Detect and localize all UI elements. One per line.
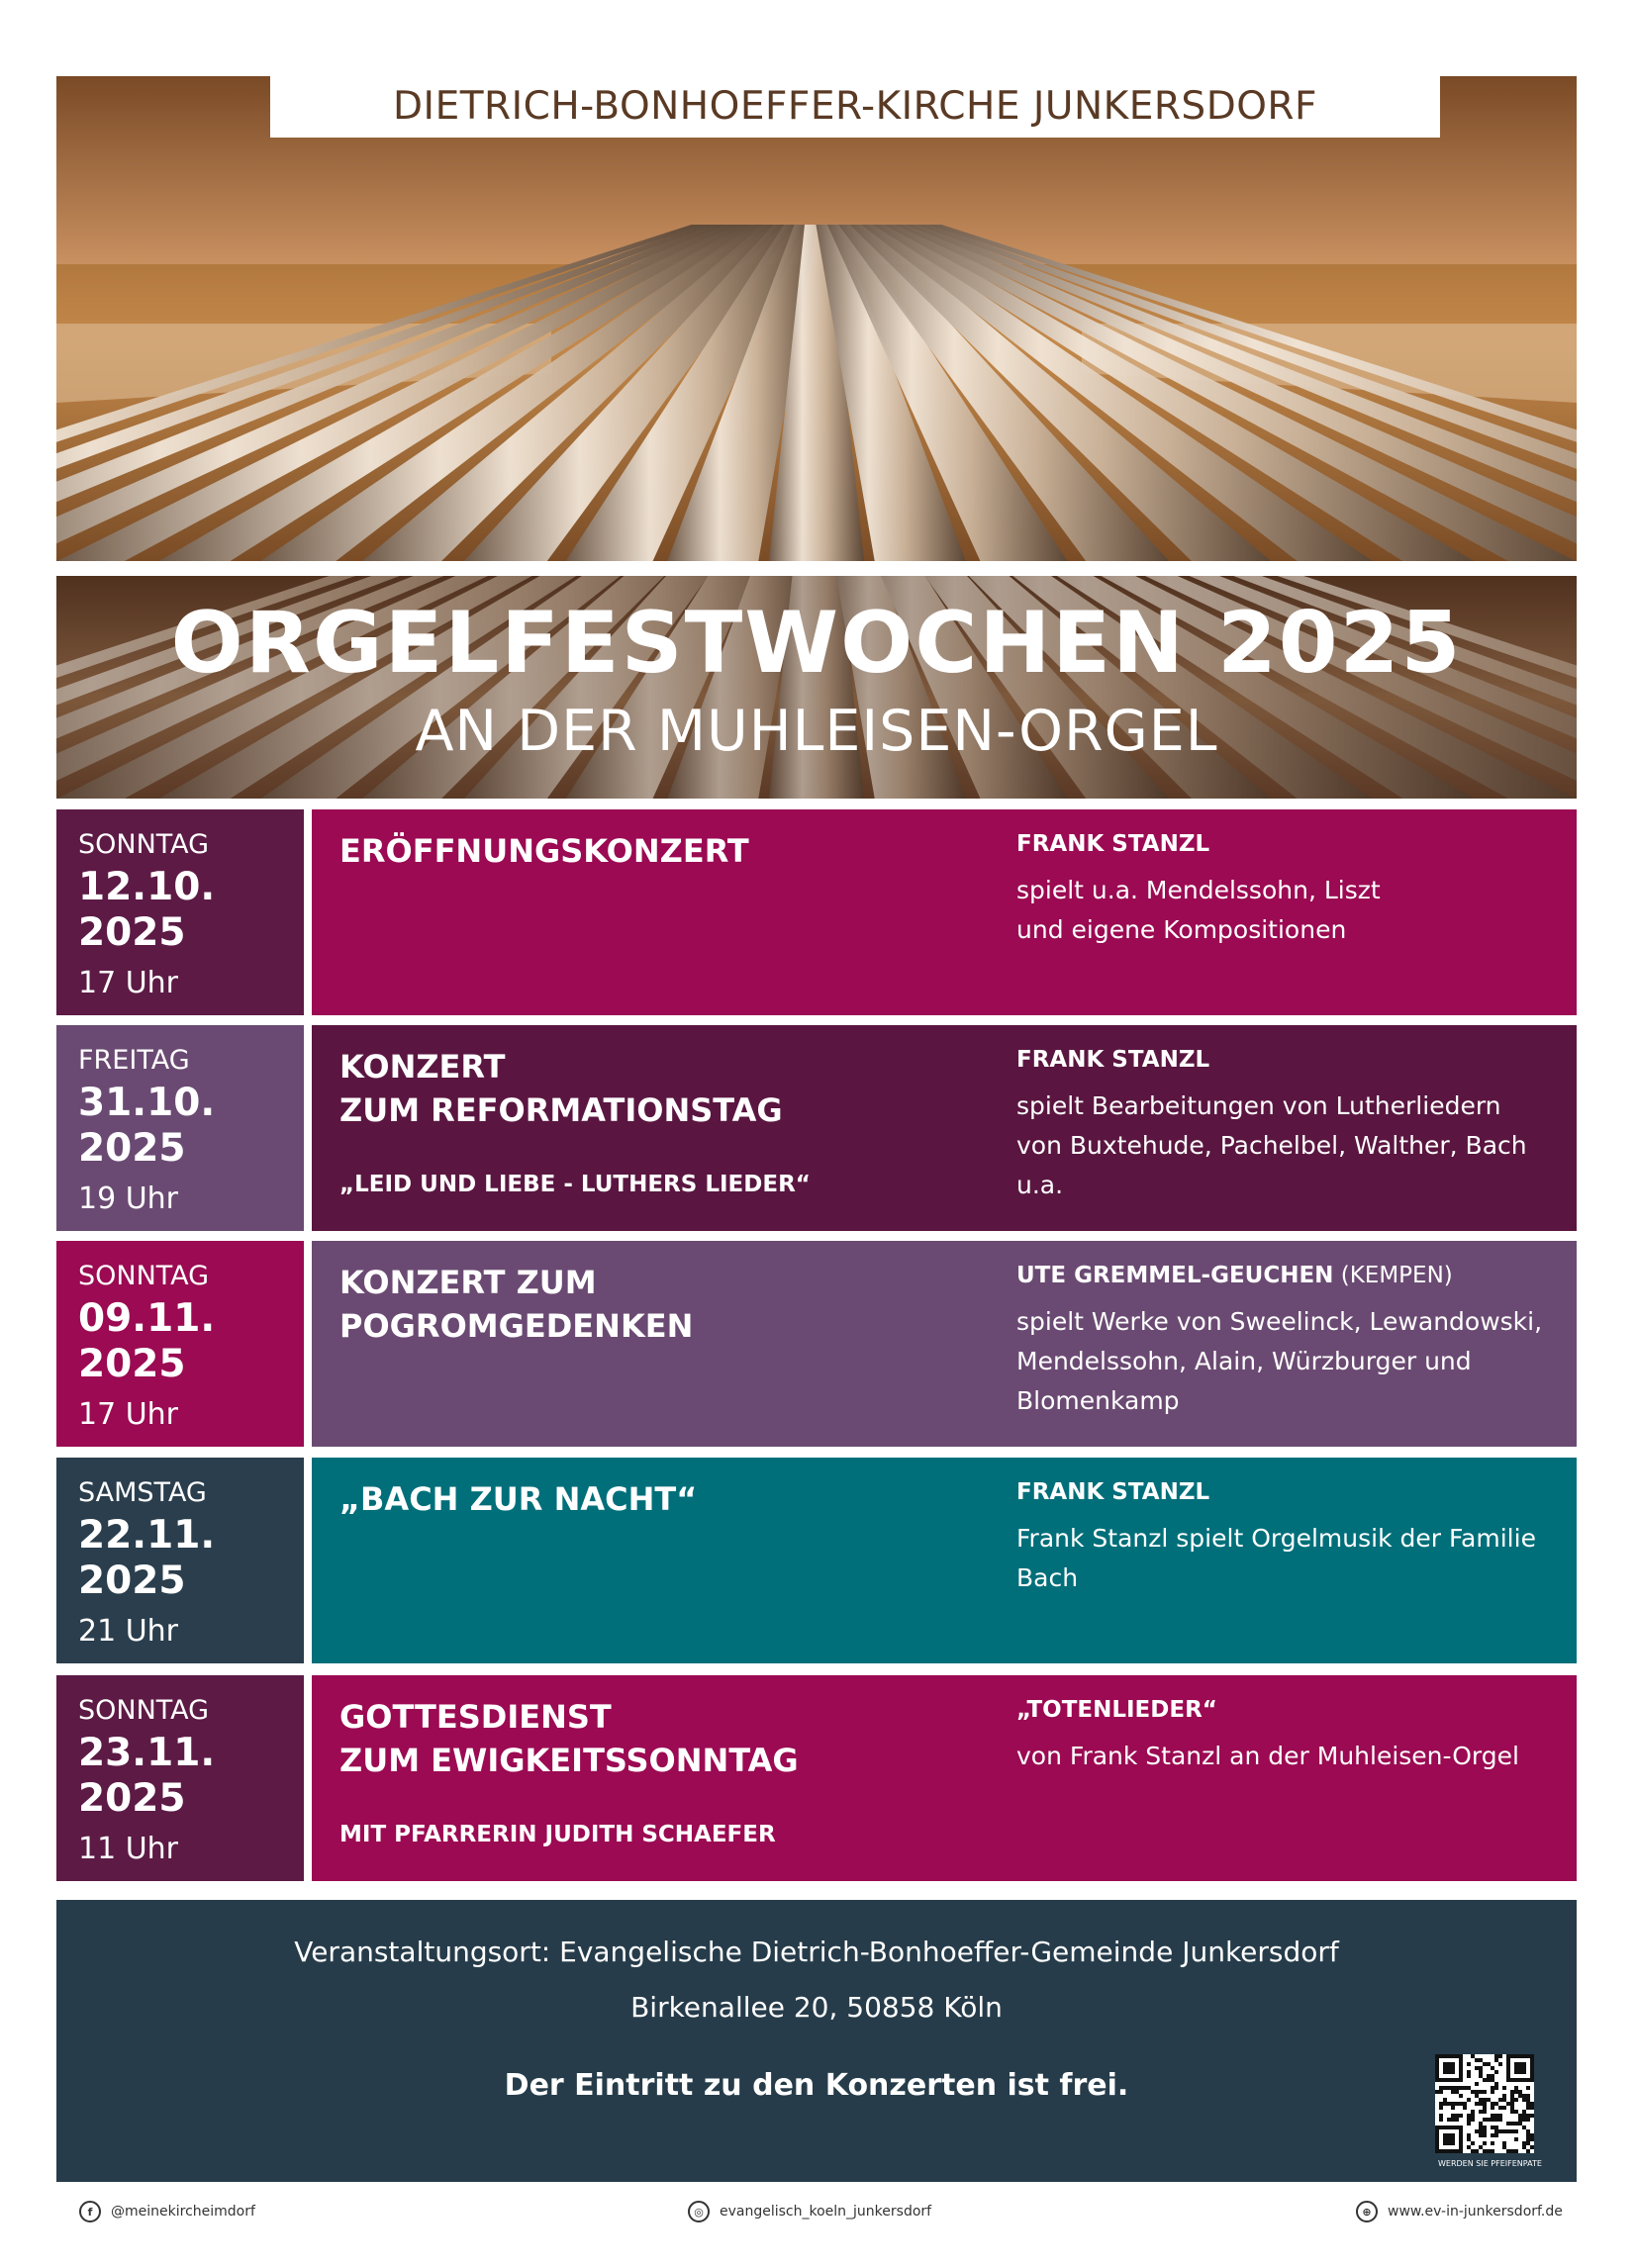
qr-module	[1526, 2133, 1530, 2137]
qr-module	[1483, 2078, 1487, 2082]
qr-module	[1451, 2102, 1455, 2106]
qr-module	[1443, 2102, 1447, 2106]
qr-module	[1479, 2098, 1483, 2102]
qr-module	[1522, 2118, 1526, 2122]
qr-finder-square	[1514, 2062, 1526, 2074]
qr-module	[1498, 2118, 1502, 2122]
qr-module	[1510, 2106, 1514, 2110]
free-entry-note: Der Eintritt zu den Konzerten ist frei.	[504, 2068, 1129, 2103]
qr-module	[1459, 2102, 1463, 2106]
qr-module	[1455, 2090, 1459, 2094]
qr-module	[1463, 2106, 1467, 2110]
qr-module	[1475, 2102, 1479, 2106]
qr-module	[1518, 2118, 1522, 2122]
qr-module	[1487, 2098, 1491, 2102]
event-description: von Frank Stanzl an der Muhleisen-Orgel	[1016, 1742, 1519, 1770]
event-date-year: 2025	[78, 1776, 186, 1821]
qr-module	[1479, 2145, 1483, 2149]
qr-module	[1467, 2074, 1471, 2078]
qr-module	[1439, 2118, 1443, 2122]
social-links	[0, 2201, 1637, 2230]
qr-module	[1526, 2094, 1530, 2098]
qr-module	[1491, 2090, 1494, 2094]
qr-module	[1491, 2074, 1494, 2078]
qr-module	[1439, 2106, 1443, 2110]
event-date	[78, 865, 215, 956]
qr-module	[1471, 2118, 1475, 2122]
qr-module	[1455, 2114, 1459, 2118]
qr-module	[1467, 2122, 1471, 2126]
qr-module	[1479, 2090, 1483, 2094]
qr-module	[1467, 2114, 1471, 2118]
qr-module	[1455, 2118, 1459, 2122]
instagram-icon: ◎	[688, 2201, 710, 2222]
qr-module	[1467, 2137, 1471, 2141]
qr-module	[1502, 2106, 1506, 2110]
qr-module	[1483, 2129, 1487, 2133]
qr-module	[1494, 2133, 1498, 2137]
qr-module	[1439, 2114, 1443, 2118]
social-handle: www.ev-in-junkersdorf.de	[1388, 2204, 1563, 2220]
qr-module	[1514, 2110, 1518, 2114]
performer-name: FRANK STANZL	[1016, 1047, 1210, 1073]
qr-module	[1467, 2133, 1471, 2137]
event-date	[78, 1731, 215, 1822]
event-title: KONZERT ZUM POGROMGEDENKEN	[339, 1264, 694, 1345]
qr-module	[1502, 2094, 1506, 2098]
qr-module	[1479, 2066, 1483, 2070]
event-date	[78, 1081, 215, 1172]
qr-module	[1479, 2070, 1483, 2074]
qr-module	[1526, 2098, 1530, 2102]
qr-module	[1491, 2118, 1494, 2122]
qr-module	[1459, 2086, 1463, 2090]
qr-code-pattern	[1435, 2054, 1534, 2153]
title-band	[56, 576, 1577, 799]
qr-module	[1459, 2114, 1463, 2118]
event-date-year: 2025	[78, 1126, 186, 1171]
qr-module	[1475, 2090, 1479, 2094]
performer-name: FRANK STANZL	[1016, 1479, 1210, 1505]
qr-module	[1471, 2110, 1475, 2114]
event-performer	[1016, 1697, 1217, 1723]
venue-address: Birkenallee 20, 50858 Köln	[630, 1991, 1003, 2024]
qr-module	[1455, 2086, 1459, 2090]
event-title: ERÖFFNUNGSKONZERT	[339, 832, 749, 870]
organ-pipes-illustration	[56, 76, 1577, 561]
facebook-icon: f	[79, 2201, 101, 2222]
qr-module	[1522, 2110, 1526, 2114]
qr-module	[1522, 2126, 1526, 2129]
qr-module	[1526, 2106, 1530, 2110]
qr-module	[1530, 2133, 1534, 2137]
qr-module	[1479, 2133, 1483, 2137]
qr-module	[1494, 2054, 1498, 2058]
qr-module	[1510, 2149, 1514, 2153]
qr-module	[1522, 2145, 1526, 2149]
qr-module	[1491, 2126, 1494, 2129]
qr-module	[1510, 2090, 1514, 2094]
performer-name: UTE GREMMEL-GEUCHEN	[1016, 1263, 1334, 1288]
qr-module	[1491, 2078, 1494, 2082]
event-title: GOTTESDIENST ZUM EWIGKEITSSONNTAG	[339, 1698, 799, 1779]
qr-module	[1483, 2126, 1487, 2129]
event-row	[56, 1025, 1577, 1231]
qr-module	[1475, 2082, 1479, 2086]
performer-name: FRANK STANZL	[1016, 831, 1210, 857]
social-website[interactable]	[1356, 2201, 1563, 2222]
event-date-box	[56, 809, 304, 1015]
qr-module	[1514, 2098, 1518, 2102]
qr-module	[1479, 2058, 1483, 2062]
event-info-box	[312, 1241, 1577, 1447]
qr-module	[1487, 2118, 1491, 2122]
qr-module	[1451, 2114, 1455, 2118]
qr-module	[1530, 2137, 1534, 2141]
social-handle: @meinekircheimdorf	[111, 2204, 255, 2220]
qr-module	[1494, 2082, 1498, 2086]
qr-module	[1439, 2086, 1443, 2090]
qr-module	[1483, 2110, 1487, 2114]
qr-module	[1483, 2106, 1487, 2110]
qr-module	[1526, 2086, 1530, 2090]
qr-module	[1506, 2129, 1510, 2133]
qr-module	[1494, 2086, 1498, 2090]
qr-module	[1498, 2129, 1502, 2133]
qr-module	[1483, 2098, 1487, 2102]
qr-finder-square	[1443, 2062, 1455, 2074]
event-row	[56, 809, 1577, 1015]
event-time: 17 Uhr	[78, 966, 179, 1000]
qr-module	[1494, 2114, 1498, 2118]
qr-module	[1510, 2110, 1514, 2114]
event-time: 17 Uhr	[78, 1397, 179, 1432]
qr-module	[1522, 2098, 1526, 2102]
event-weekday: SONNTAG	[78, 1695, 210, 1726]
event-date-box	[56, 1241, 304, 1447]
qr-module	[1498, 2054, 1502, 2058]
qr-module	[1526, 2137, 1530, 2141]
event-info-box	[312, 809, 1577, 1015]
event-date-year: 2025	[78, 1559, 186, 1603]
event-date-box	[56, 1675, 304, 1881]
qr-module	[1506, 2102, 1510, 2106]
qr-module	[1491, 2114, 1494, 2118]
qr-module	[1530, 2106, 1534, 2110]
qr-module	[1491, 2141, 1494, 2145]
globe-icon: ⊕	[1356, 2201, 1378, 2222]
event-row	[56, 1458, 1577, 1663]
event-info-box	[312, 1675, 1577, 1881]
qr-module	[1455, 2102, 1459, 2106]
qr-module	[1526, 2149, 1530, 2153]
event-weekday: SAMSTAG	[78, 1477, 207, 1508]
qr-module	[1451, 2086, 1455, 2090]
qr-module	[1498, 2098, 1502, 2102]
qr-module	[1475, 2149, 1479, 2153]
qr-module	[1498, 2114, 1502, 2118]
performer-origin: (KEMPEN)	[1333, 1263, 1453, 1288]
qr-finder-square	[1443, 2133, 1455, 2145]
qr-module	[1479, 2074, 1483, 2078]
qr-module	[1483, 2102, 1487, 2106]
qr-module	[1483, 2149, 1487, 2153]
qr-module	[1487, 2074, 1491, 2078]
qr-code[interactable]	[1435, 2054, 1534, 2153]
qr-module	[1447, 2118, 1451, 2122]
qr-module	[1435, 2090, 1439, 2094]
qr-module	[1518, 2090, 1522, 2094]
event-description: spielt u.a. Mendelssohn, Liszt und eigene Kompositionen	[1016, 876, 1381, 944]
event-weekday: SONNTAG	[78, 1261, 210, 1291]
social-facebook[interactable]	[79, 2201, 255, 2222]
event-title: „BACH ZUR NACHT“	[339, 1480, 698, 1518]
qr-module	[1459, 2094, 1463, 2098]
qr-module	[1510, 2129, 1514, 2133]
event-info-box	[312, 1025, 1577, 1231]
qr-module	[1502, 2129, 1506, 2133]
qr-module	[1451, 2118, 1455, 2122]
event-performer	[1016, 1047, 1209, 1073]
festival-title: ORGELFESTWOCHEN 2025	[170, 594, 1463, 693]
event-title: KONZERT ZUM REFORMATIONSTAG	[339, 1048, 783, 1129]
qr-module	[1526, 2118, 1530, 2122]
qr-module	[1471, 2149, 1475, 2153]
qr-module	[1475, 2066, 1479, 2070]
qr-module	[1471, 2114, 1475, 2118]
event-performer	[1016, 831, 1209, 857]
qr-module	[1502, 2086, 1506, 2090]
qr-module	[1491, 2086, 1494, 2090]
qr-module	[1479, 2129, 1483, 2133]
qr-module	[1498, 2106, 1502, 2110]
qr-module	[1471, 2141, 1475, 2145]
qr-module	[1467, 2086, 1471, 2090]
qr-module	[1491, 2106, 1494, 2110]
venue-footer	[56, 1900, 1577, 2182]
qr-module	[1467, 2070, 1471, 2074]
qr-module	[1491, 2066, 1494, 2070]
event-description: spielt Bearbeitungen von Lutherliedern von Buxtehude, Pachelbel, Walther, Bach u.a.	[1016, 1091, 1527, 1199]
qr-module	[1447, 2086, 1451, 2090]
qr-module	[1502, 2141, 1506, 2145]
event-info-box	[312, 1458, 1577, 1663]
qr-module	[1494, 2102, 1498, 2106]
qr-module	[1467, 2062, 1471, 2066]
event-date-year: 2025	[78, 910, 186, 955]
qr-module	[1483, 2118, 1487, 2122]
qr-module	[1518, 2094, 1522, 2098]
qr-module	[1502, 2098, 1506, 2102]
event-date-day: 31.10.	[78, 1081, 216, 1125]
qr-module	[1494, 2118, 1498, 2122]
qr-module	[1514, 2129, 1518, 2133]
qr-module	[1530, 2114, 1534, 2118]
event-date-box	[56, 1025, 304, 1231]
qr-module	[1526, 2129, 1530, 2133]
qr-module	[1471, 2090, 1475, 2094]
qr-module	[1487, 2062, 1491, 2066]
event-weekday: SONNTAG	[78, 829, 210, 860]
qr-module	[1530, 2145, 1534, 2149]
qr-module	[1487, 2078, 1491, 2082]
qr-module	[1479, 2110, 1483, 2114]
qr-module	[1522, 2141, 1526, 2145]
qr-module	[1502, 2145, 1506, 2149]
event-date	[78, 1513, 215, 1604]
qr-module	[1526, 2114, 1530, 2118]
qr-module	[1514, 2086, 1518, 2090]
qr-module	[1530, 2102, 1534, 2106]
qr-module	[1483, 2141, 1487, 2145]
qr-module	[1467, 2098, 1471, 2102]
qr-module	[1463, 2086, 1467, 2090]
organ-photo	[56, 76, 1577, 561]
qr-module	[1526, 2102, 1530, 2106]
event-row	[56, 1241, 1577, 1447]
qr-module	[1471, 2054, 1475, 2058]
qr-module	[1447, 2102, 1451, 2106]
qr-module	[1451, 2090, 1455, 2094]
event-date-box	[56, 1458, 304, 1663]
event-time: 19 Uhr	[78, 1181, 179, 1216]
qr-module	[1510, 2098, 1514, 2102]
qr-module	[1494, 2058, 1498, 2062]
qr-module	[1483, 2062, 1487, 2066]
qr-module	[1443, 2086, 1447, 2090]
social-handle: evangelisch_koeln_junkersdorf	[720, 2204, 932, 2220]
venue-text: Veranstaltungsort: Evangelische Dietrich-Bonhoeffer-Gemeinde Junkersdorf	[294, 1936, 1339, 1968]
qr-module	[1475, 2058, 1479, 2062]
qr-module	[1491, 2149, 1494, 2153]
qr-module	[1514, 2149, 1518, 2153]
event-date-day: 12.10.	[78, 865, 216, 909]
event-date-day: 22.11.	[78, 1513, 216, 1558]
event-time: 11 Uhr	[78, 1832, 179, 1866]
event-date	[78, 1296, 215, 1387]
qr-module	[1498, 2062, 1502, 2066]
qr-module	[1510, 2102, 1514, 2106]
qr-module	[1514, 2090, 1518, 2094]
qr-module	[1494, 2126, 1498, 2129]
event-note: MIT PFARRERIN JUDITH SCHAEFER	[339, 1822, 776, 1847]
qr-module	[1443, 2098, 1447, 2102]
qr-module	[1522, 2094, 1526, 2098]
qr-module	[1522, 2114, 1526, 2118]
qr-module	[1475, 2094, 1479, 2098]
event-performer	[1016, 1263, 1453, 1288]
qr-module	[1518, 2114, 1522, 2118]
qr-module	[1483, 2133, 1487, 2137]
event-description: Frank Stanzl spielt Orgelmusik der Familie Bach	[1016, 1524, 1536, 1592]
qr-module	[1510, 2122, 1514, 2126]
event-date-day: 09.11.	[78, 1296, 216, 1341]
event-row	[56, 1675, 1577, 1881]
qr-module	[1491, 2133, 1494, 2137]
qr-module	[1467, 2145, 1471, 2149]
event-date-year: 2025	[78, 1342, 186, 1386]
church-name-banner: DIETRICH-BONHOEFFER-KIRCHE JUNKERSDORF	[270, 76, 1440, 138]
event-date-day: 23.11.	[78, 1731, 216, 1775]
qr-module	[1483, 2090, 1487, 2094]
social-instagram[interactable]	[688, 2201, 931, 2222]
qr-module	[1526, 2141, 1530, 2145]
qr-module	[1439, 2102, 1443, 2106]
qr-module	[1510, 2094, 1514, 2098]
event-description: spielt Werke von Sweelinck, Lewandowski, Mendelssohn, Alain, Würzburger und Blomenkamp	[1016, 1307, 1543, 1415]
event-time: 21 Uhr	[78, 1614, 179, 1649]
performer-name: „TOTENLIEDER“	[1016, 1697, 1217, 1723]
qr-module	[1479, 2122, 1483, 2126]
qr-module	[1514, 2122, 1518, 2126]
qr-module	[1491, 2102, 1494, 2106]
qr-module	[1479, 2126, 1483, 2129]
qr-module	[1451, 2106, 1455, 2110]
qr-code-label: WERDEN SIE PFEIFENPATE	[1438, 2159, 1542, 2168]
qr-module	[1479, 2102, 1483, 2106]
qr-module	[1439, 2090, 1443, 2094]
qr-module	[1487, 2149, 1491, 2153]
qr-module	[1475, 2129, 1479, 2133]
festival-subtitle: AN DER MUHLEISEN-ORGEL	[415, 699, 1218, 764]
qr-module	[1494, 2070, 1498, 2074]
qr-module	[1494, 2129, 1498, 2133]
qr-module	[1463, 2102, 1467, 2106]
event-note: „LEID UND LIEBE - LUTHERS LIEDER“	[339, 1172, 811, 1197]
qr-module	[1467, 2118, 1471, 2122]
event-weekday: FREITAG	[78, 1045, 190, 1076]
qr-module	[1506, 2149, 1510, 2153]
qr-module	[1518, 2122, 1522, 2126]
qr-module	[1506, 2122, 1510, 2126]
event-performer	[1016, 1479, 1209, 1505]
qr-module	[1514, 2137, 1518, 2141]
